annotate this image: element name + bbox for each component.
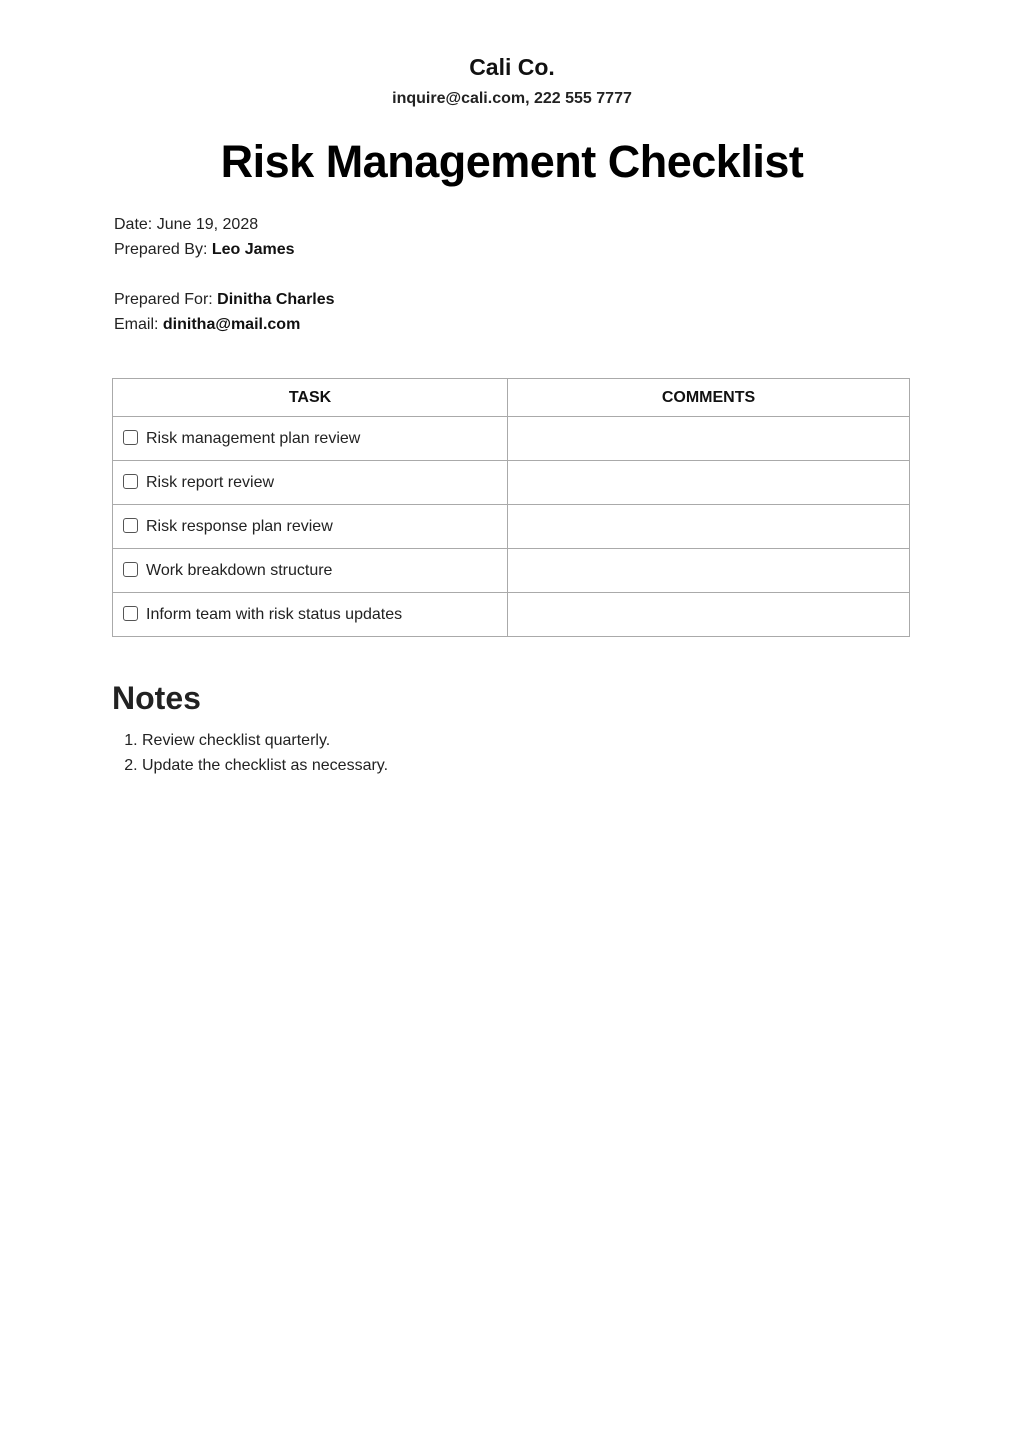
task-cell: [113, 505, 508, 549]
table-row: [113, 505, 910, 549]
notes-list: [112, 728, 388, 778]
task-label: Risk response plan review: [146, 517, 333, 535]
comment-cell[interactable]: [508, 461, 910, 505]
checklist-table: [112, 378, 910, 637]
prepared-by-value: Leo James: [211, 241, 295, 258]
task-cell: [113, 417, 508, 461]
prepared-for-value: Dinitha Charles: [217, 291, 335, 308]
task-checkbox[interactable]: [123, 606, 138, 621]
prepared-by-line: Prepared By: Leo James: [114, 241, 295, 258]
email-value: dinitha@mail.com: [162, 316, 301, 333]
table-row: [113, 461, 910, 505]
task-label: Risk management plan review: [146, 429, 361, 447]
task-cell: [113, 593, 508, 637]
comment-cell[interactable]: [508, 593, 910, 637]
task-checkbox[interactable]: [123, 518, 138, 533]
header-comments: COMMENTS: [508, 379, 910, 417]
task-checkbox[interactable]: [123, 474, 138, 489]
date-value: June 19, 2028: [156, 216, 259, 233]
notes-heading: Notes: [112, 680, 201, 716]
company-contact: inquire@cali.com, 222 555 7777: [392, 90, 632, 107]
task-label: Risk report review: [146, 473, 275, 491]
task-label: Work breakdown structure: [146, 561, 333, 579]
comment-cell[interactable]: [508, 505, 910, 549]
table-row: [113, 549, 910, 593]
email-line: Email: dinitha@mail.com: [114, 316, 301, 333]
header-task: TASK: [113, 379, 508, 417]
task-checkbox[interactable]: [123, 430, 138, 445]
task-checkbox[interactable]: [123, 562, 138, 577]
table-row: [113, 417, 910, 461]
task-label: Inform team with risk status updates: [146, 605, 403, 623]
comment-cell[interactable]: [508, 417, 910, 461]
task-cell: [113, 461, 508, 505]
note-item: 2. Update the checklist as necessary.: [142, 753, 388, 778]
task-cell: [113, 549, 508, 593]
table-row: [113, 593, 910, 637]
date-line: Date: June 19, 2028: [114, 216, 259, 233]
company-name: Cali Co.: [469, 54, 555, 80]
prepared-for-line: Prepared For: Dinitha Charles: [114, 291, 335, 308]
note-item: 1. Review checklist quarterly.: [142, 728, 388, 753]
page-title: Risk Management Checklist: [220, 136, 804, 187]
comment-cell[interactable]: [508, 549, 910, 593]
